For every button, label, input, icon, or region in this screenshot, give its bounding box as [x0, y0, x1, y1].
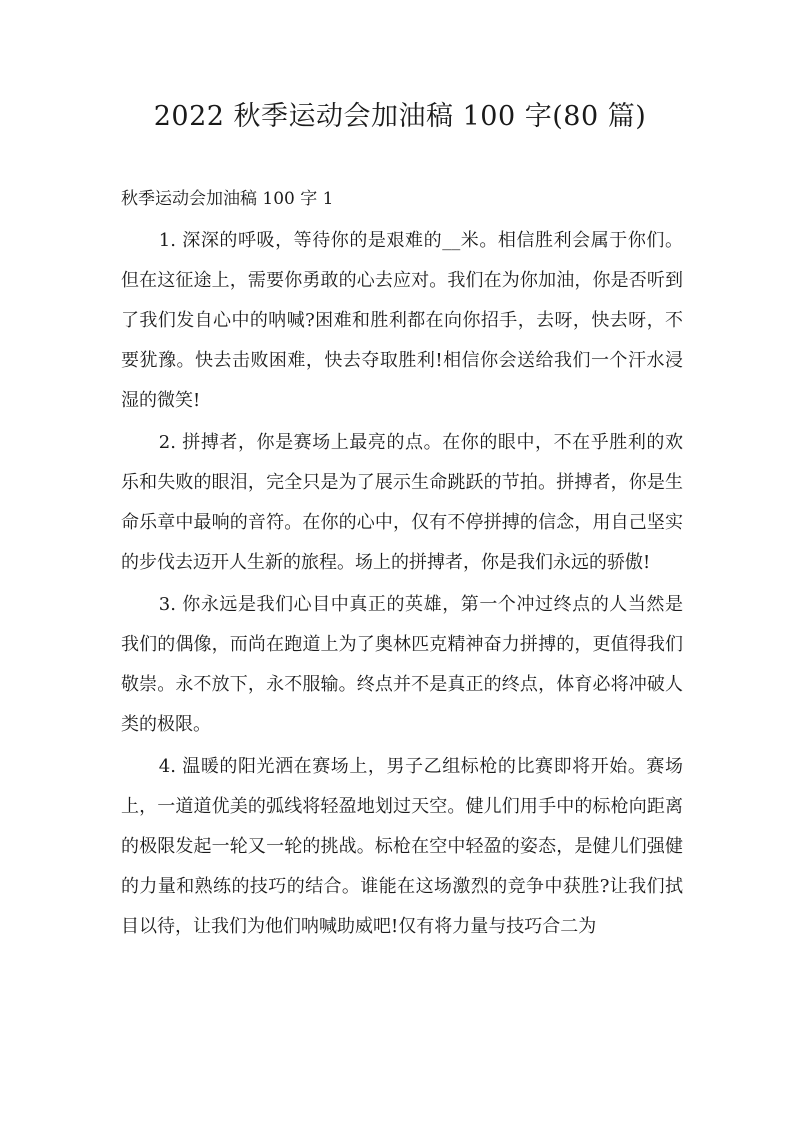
paragraph-3: 3. 你永远是我们心目中真正的英雄，第一个冲过终点的人当然是我们的偶像，而尚在跑道上为了奥林匹克精神奋力拼搏的，更值得我们敬崇。永不放下，永不服输。终点并不是真正的终点，体育必将冲破人类的极限。	[121, 594, 683, 735]
document-body	[121, 221, 683, 949]
section-heading: 秋季运动会加油稿 100 字 1	[121, 189, 334, 209]
paragraph-4: 4. 温暖的阳光洒在赛场上，男子乙组标枪的比赛即将开始。赛场上，一道道优美的弧线将轻盈地划过天空。健儿们用手中的标枪向距离的极限发起一轮又一轮的挑战。标枪在空中轻盈的姿态，是健儿们强健的力量和熟练的技巧的结合。谁能在这场激烈的竞争中获胜?让我们拭目以待，让我们为他们呐喊助威吧!仅有将力量与技巧合二为	[121, 756, 683, 937]
paragraph-2: 2. 拼搏者，你是赛场上最亮的点。在你的眼中，不在乎胜利的欢乐和失败的眼泪，完全只是为了展示生命跳跃的节拍。拼搏者，你是生命乐章中最响的音符。在你的心中，仅有不停拼搏的信念，用自己坚实的步伐去迈开人生新的旅程。场上的拼搏者，你是我们永远的骄傲!	[121, 432, 683, 573]
document-title: 2022 秋季运动会加油稿 100 字(80 篇)	[153, 101, 647, 132]
paragraph-1: 1. 深深的呼吸，等待你的是艰难的__米。相信胜利会属于你们。但在这征途上，需要你勇敢的心去应对。我们在为你加油，你是否听到了我们发自心中的呐喊?困难和胜利都在向你招手，去呀，快去呀，不要犹豫。快去击败困难，快去夺取胜利!相信你会送给我们一个汗水浸湿的微笑!	[121, 230, 683, 411]
